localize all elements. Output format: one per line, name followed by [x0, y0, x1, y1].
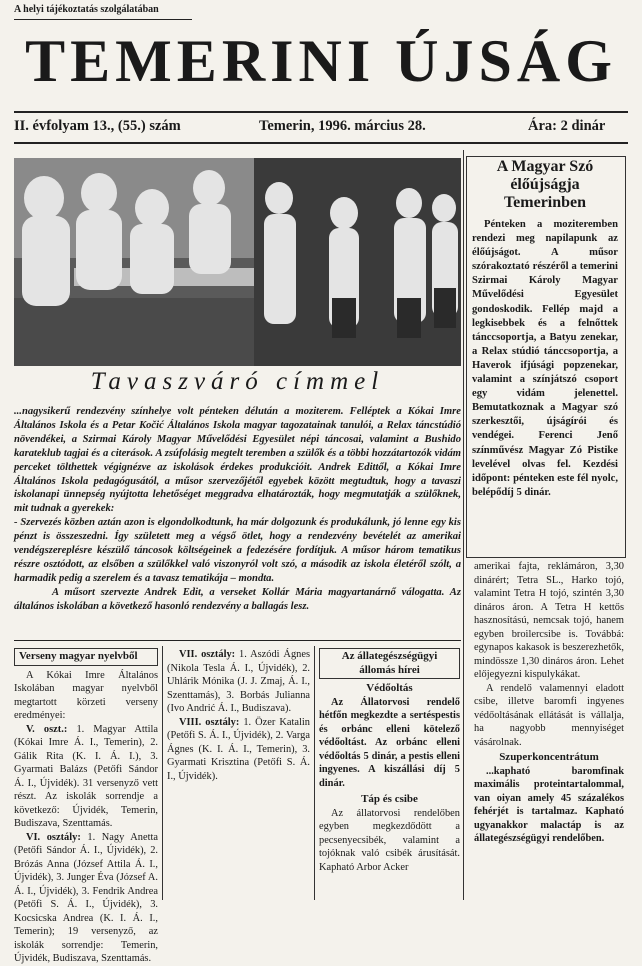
masthead-rule-top — [14, 111, 628, 113]
tagline-rule — [14, 19, 192, 20]
article-paragraph: A műsort szervezte Andrek Edit, a verseket Kollár Mária magyartanárnő válogatta. Az általános iskolában a következő hasonló rendezvény a ballagás lesz. — [14, 586, 461, 612]
vet-vaccination-text: Az Állatorvosi rendelő hétfőn megkezdte a sertéspestis és orbánc elleni kötelező védőoltást. Az orbánc elleni védőoltás 5 dinár, a pestis elleni ingyenes. A kiszállási díj 5 dinár. — [319, 696, 460, 789]
grade8-results: 1. Özer Katalin (Petőfi S. Á. I., Újvidék), 2. Varga Ágnes (K. I. Á. I., Temerin), 3. Gyarmati Krisztina (Petőfi S. Á. I., Újvidék). — [167, 716, 310, 782]
column-divider — [162, 646, 163, 900]
masthead: TEMERINI ÚJSÁG — [25, 28, 617, 94]
competition-column-2 — [167, 648, 310, 783]
vet-vaccine-service-text: A rendelő valamennyi eladott csibe, illetve baromfi ingyenes védőoltásának ellátását is vállalja, ha nagyobb mennyiséget vásárolnak. — [474, 682, 624, 748]
vet-column — [319, 648, 460, 874]
vet-chicks-text: amerikai fajta, reklámáron, 3,30 dinárért; Tetra SL., Harko tojó, valamint Tetra H tojó, szintén 3,30 dináros áron. A Tetra H kettős hasznosítású, nemcsak tojó, hanem egyben broilercsibe is. Továbbá: egynapos kakasok is beszerezhetők, mindössze 1,30 dináros áron. Lehet előjegyezni kispulykákat. — [474, 561, 624, 680]
competition-intro: A Kókai Imre Általános Iskolában magyar nyelvből megtartott körzeti verseny eredményei: — [14, 669, 158, 721]
column-divider — [463, 150, 464, 900]
issue-number: II. évfolyam 13., (55.) szám — [14, 118, 181, 134]
grade7-label: VII. osztály: — [179, 649, 236, 660]
vet-column-continued — [474, 560, 624, 846]
competition-title: Verseny magyar nyelvből — [14, 648, 158, 666]
children-performance-photo — [14, 158, 461, 366]
grade7-results: 1. Aszódi Ágnes (Nikola Tesla Á. I., Újvidék), 2. Uhlárik Mónika (J. J. Zmaj, Á. I., Szenttamás), 3. Borbás Julianna (Ivo Andrić Á. I., Budiszava). — [167, 649, 310, 714]
vet-title: Az állategészségügyi állomás hírei — [319, 648, 460, 679]
vet-subhead-vaccination: Védőoltás — [366, 682, 413, 694]
place-date: Temerin, 1996. március 28. — [259, 118, 426, 134]
price: Ára: 2 dinár — [528, 118, 606, 134]
grade8-label: VIII. osztály: — [179, 716, 240, 728]
sidebar-title: A Magyar Szó élőújságja Temerinben — [496, 158, 594, 211]
article-paragraph: ...nagysikerű rendezvény színhelye volt pénteken délután a moziterem. Felléptek a Kókai Imre Általános Iskola és a Petar Kočić Általános Iskola magyar tagozatainak tanulói, a Relax táncstúdió növendékei, a Szirmai Károly Magyar Művelődési Egyesület népi táncosai, valamint a Bushido karateklub tagjai és a citerások. A zsúfolásig megtelt teremben a szülők és a többi hozzátartozók vidám perceket tölthettek végignézve az iskolások érdekes produkcióit. Andrek Edittől, a Kókai Imre Általános Iskola pedagógusától, a műsor szervezőjétől egyebek között megtudtuk, hogy a tavaszi iskolanapi ünnepség nyújtotta lehetőséget meggradva elhatározták, hogy megmutatják a szülőknek, mit tudnak a gyerekek: — [14, 406, 461, 515]
sidebar-body — [472, 218, 618, 500]
vet-subhead-feed: Táp és csibe — [361, 793, 418, 805]
article-rule — [14, 640, 461, 641]
column-divider — [314, 646, 315, 900]
main-article-body — [14, 405, 461, 614]
grade5-label: V. oszt.: — [26, 723, 68, 735]
grade6-label: VI. osztály: — [26, 831, 81, 843]
masthead-rule-bottom — [14, 142, 628, 144]
vet-subhead-concentrate: Szuperkoncentrátum — [499, 751, 599, 763]
article-paragraph: - Szervezés közben aztán azon is elgondolkodtunk, ha már dolgozunk és produkálunk, jó lenne egy kis pénzt is összeszedni. Így született meg a végső ötlet, hogy a rendezvény bevételét az amerikai vendégszereplésre készülő táncosok költségeinek a fedezésére fordítjuk. A műsor három tematikus részre osztódott, az elsőben a szülőkkel való viszonyról volt szó, a második az iskola életéről szólt, a harmadik pedig a szerelem és a tavasz tematikája – mondta. — [14, 517, 461, 584]
vet-feed-text: Az állatorvosi rendelőben egyben megkezdődött a pecsenyecsibék, valamint a tojóknak való csibék árusítását. Kapható Arbor Acker — [319, 807, 460, 873]
vet-concentrate-text: ...kapható baromfinak maximális proteintartalommal, van oiyan amely 45 százalékos fehérjét is tartalmaz. Kapható ugyanakkor malactáp is az állategészségügyi rendelőben. — [474, 765, 624, 844]
tagline: A helyi tájékoztatás szolgálatában — [14, 4, 159, 15]
dateline — [14, 118, 628, 138]
sidebar-text: Pénteken a moziteremben rendezi meg napilapunk az élőújságot. A műsor szórakoztató részéről a temerini Szirmai Károly Magyar Művelődési Egyesület gondoskodik. Fellép majd a legkisebbek és a felnőttek tánccsoportja, a Batyu zenekar, a Relax stúdió tánccsoportja, a Haverok ifjúsági popzenekar, valamint a színjátszó csoport egy vidám jelenettel. Bemutatkoznak a Magyar szó szerkesztői, újságírói és vendégei. Ferenci Jenő színművész Magyar Zó Pistike levelével olvas fel. Kezdési időpont: pénteken este fél nyolc, belépődíj 5 dinár. — [472, 219, 618, 498]
competition-column-1 — [14, 648, 158, 966]
grade6-results: 1. Nagy Anetta (Petőfi Sándor Á. I., Újvidék), 2. Brózás Anna (József Attila Á. I., Újvidék), 3. Junger Éva (József A. Á. I., Újvidék), 3. Fendrik Andrea (Petőfi S. Á. I., Újvidék), 3. Kocsicska Andrea (K. I. Á. I., Temerin); 19 versenyző, az iskolák sorrendje: Temerin, Újvidék, Budiszava, Szenttamás. — [14, 831, 158, 964]
article-headline: Tavaszváró címmel — [90, 368, 385, 395]
grade5-results: 1. Magyar Attila (Kókai Imre Á. I., Temerin), 2. Gálik Rita (K. I. Á. I.), 3. Gyarmati Balázs (Petőfi Sándor Á. I., Újvidék). 31 versenyző vett részt. Az iskolák sorrendje a következő: Újvidék, Temerin, Budiszava, Szenttamás. — [14, 723, 158, 829]
